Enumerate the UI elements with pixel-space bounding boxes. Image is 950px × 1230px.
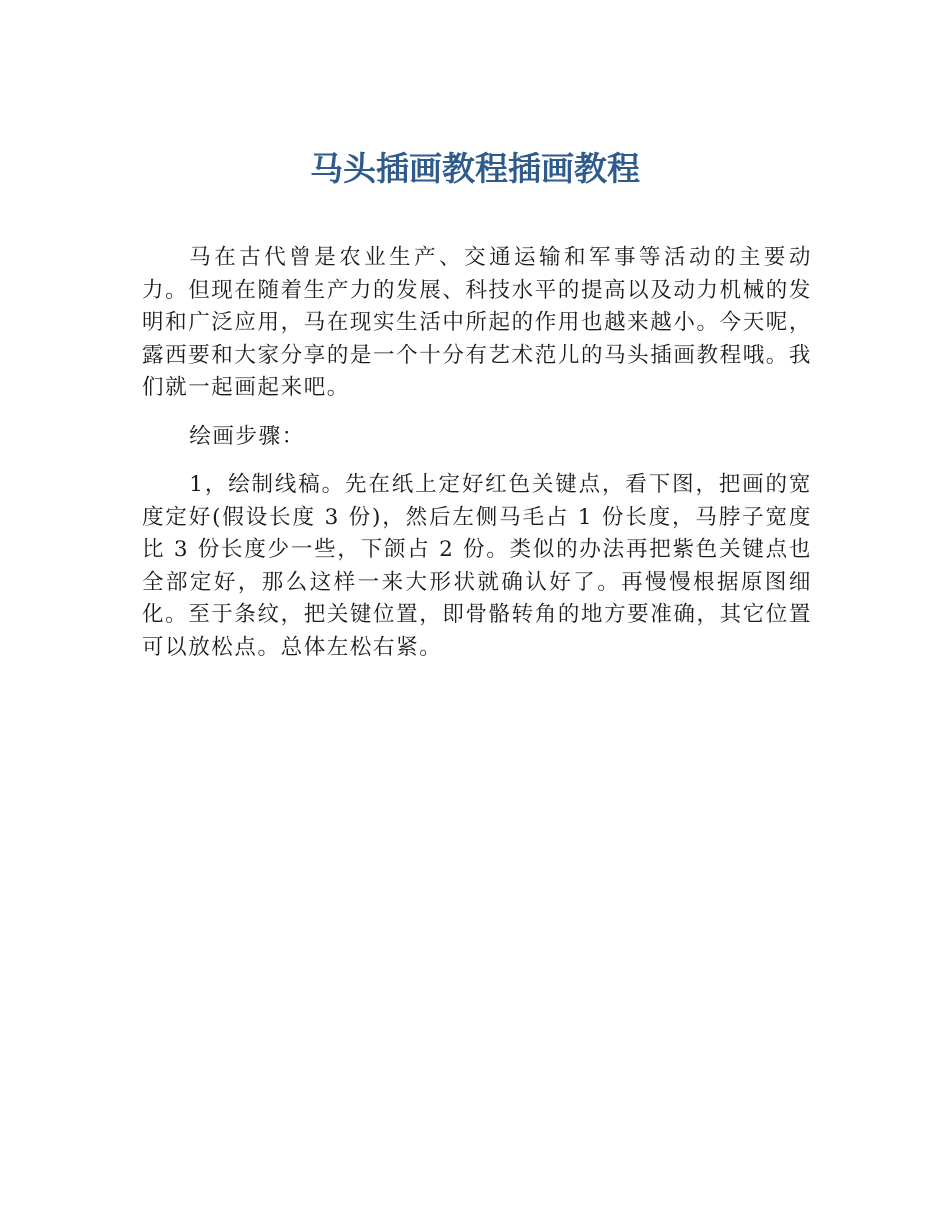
step-1-paragraph: 1，绘制线稿。先在纸上定好红色关键点，看下图，把画的宽度定好(假设长度 3 份)，然后左侧马毛占 1 份长度，马脖子宽度比 3 份长度少一些，下颌占 2 份。类似的办法再把紫色关键点也全部定好，那么这样一来大形状就确认好了。再慢慢根据原图细化。至于条纹，把关键位置，即骨骼转角的地方要准确，其它位置可以放松点。总体左松右紧。 [142, 472, 812, 660]
steps-heading: 绘画步骤： [189, 423, 305, 449]
document-title: 马头插画教程插画教程 [310, 149, 640, 188]
document-body [142, 242, 812, 680]
intro-paragraph: 马在古代曾是农业生产、交通运输和军事等活动的主要动力。但现在随着生产力的发展、科技水平的提高以及动力机械的发明和广泛应用，马在现实生活中所起的作用也越来越小。今天呢，露西要和大家分享的是一个十分有艺术范儿的马头插画教程哦。我们就一起画起来吧。 [142, 245, 812, 400]
